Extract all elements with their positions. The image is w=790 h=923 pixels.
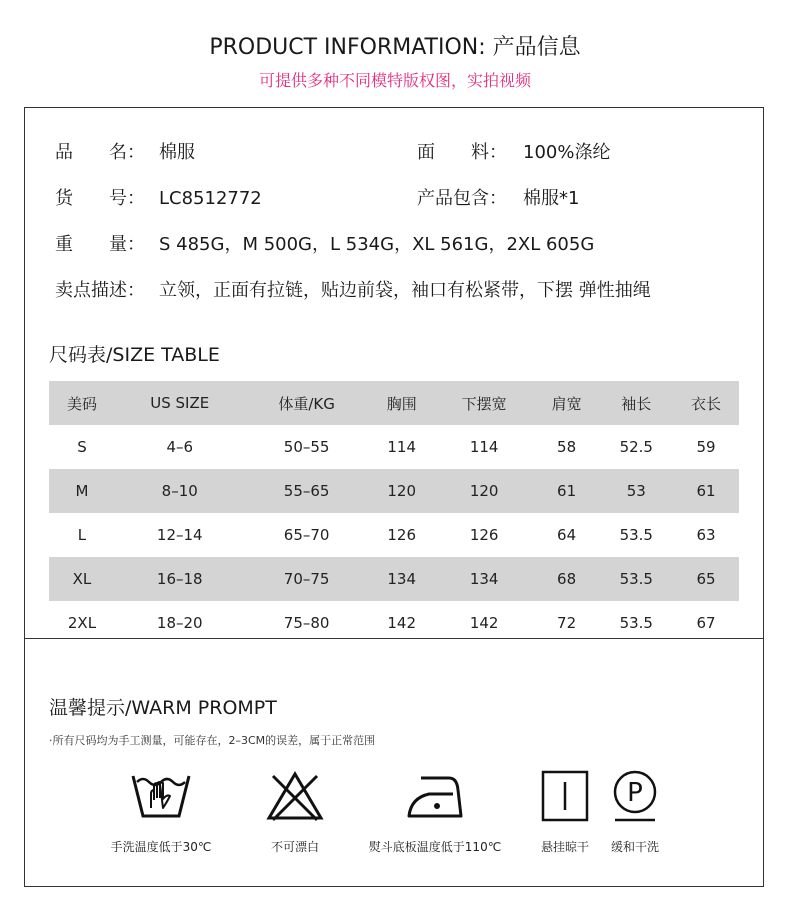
size-table-title: 尺码表/SIZE TABLE	[49, 344, 220, 366]
table-row	[49, 469, 739, 513]
table-cell: 63	[696, 526, 716, 544]
table-header: 胸围	[386, 394, 417, 413]
care-label: 缓和干洗	[610, 840, 659, 854]
no-bleach-icon	[263, 768, 327, 824]
table-header: 袖长	[621, 394, 652, 413]
name-label: 品 名：	[55, 142, 145, 163]
table-cell: 53.5	[619, 614, 653, 632]
table-cell: XL	[72, 570, 92, 588]
measurement-note: ·所有尺码均为手工测量，可能存在，2–3CM的误差，属于正常范围	[49, 734, 376, 747]
table-cell: 67	[696, 614, 716, 632]
iron-icon	[403, 768, 467, 824]
weight-value: S 485G，M 500G，L 534G，XL 561G，2XL 605G	[159, 234, 595, 255]
info-package-row	[417, 184, 579, 210]
table-cell: 120	[387, 482, 417, 500]
name-value: 棉服	[159, 142, 195, 163]
table-cell: 126	[469, 526, 499, 544]
table-row	[49, 557, 739, 601]
info-sku-row	[55, 184, 262, 210]
hand-wash-icon	[129, 768, 193, 824]
fabric-value: 100%涤纶	[523, 142, 611, 163]
info-fabric-row	[417, 138, 610, 164]
table-cell: 75–80	[283, 614, 330, 632]
table-cell: 61	[557, 482, 577, 500]
table-cell: 65–70	[283, 526, 330, 544]
care-iron	[365, 768, 505, 855]
info-frame	[24, 107, 764, 887]
table-cell: 8–10	[161, 482, 198, 500]
table-cell: 59	[696, 438, 716, 456]
table-cell: L	[77, 526, 87, 544]
table-cell: 114	[387, 438, 417, 456]
table-header-row	[49, 381, 739, 425]
table-cell: 114	[469, 438, 499, 456]
info-weight-row	[55, 230, 594, 256]
sku-value: LC8512772	[159, 188, 262, 209]
table-cell: 142	[469, 614, 499, 632]
page-subtitle: 可提供多种不同模特版权图，实拍视频	[258, 71, 531, 90]
table-cell: 72	[557, 614, 577, 632]
table-cell: 126	[387, 526, 417, 544]
table-header: US SIZE	[150, 394, 210, 412]
table-header: 体重/KG	[278, 394, 335, 413]
table-cell: 134	[469, 570, 499, 588]
care-label: 不可漂白	[270, 840, 319, 854]
care-hand-wash	[91, 768, 231, 855]
table-cell: 53	[626, 482, 646, 500]
sku-label: 货 号：	[55, 188, 145, 209]
table-cell: 58	[557, 438, 577, 456]
table-header: 衣长	[690, 394, 721, 413]
table-cell: 53.5	[619, 570, 653, 588]
table-cell: 12–14	[156, 526, 203, 544]
table-cell: 120	[469, 482, 499, 500]
size-table	[49, 381, 739, 645]
table-cell: 65	[696, 570, 716, 588]
table-cell: S	[77, 438, 87, 456]
table-cell: 16–18	[156, 570, 203, 588]
page-title: PRODUCT INFORMATION: 产品信息	[209, 35, 581, 60]
table-cell: 18–20	[156, 614, 203, 632]
table-cell: 53.5	[619, 526, 653, 544]
table-header: 美码	[66, 394, 97, 413]
table-cell: 70–75	[283, 570, 330, 588]
table-cell: 68	[557, 570, 577, 588]
care-dry-clean	[565, 768, 705, 855]
weight-label: 重 量：	[55, 234, 145, 255]
info-desc-row	[55, 276, 651, 302]
table-cell: 4–6	[166, 438, 194, 456]
care-label: 熨斗底板温度低于110℃	[368, 840, 502, 854]
table-cell: 64	[557, 526, 577, 544]
table-row	[49, 513, 739, 557]
care-no-bleach	[225, 768, 365, 855]
table-cell: 55–65	[283, 482, 330, 500]
desc-value: 立领，正面有拉链，贴边前袋，袖口有松紧带，下摆 弹性抽绳	[159, 280, 651, 301]
table-cell: M	[75, 482, 89, 500]
table-cell: 52.5	[619, 438, 653, 456]
table-cell: 50–55	[283, 438, 330, 456]
table-row	[49, 425, 739, 469]
care-label: 悬挂晾干	[540, 840, 589, 854]
table-header: 下摆宽	[461, 394, 507, 413]
section-divider	[25, 638, 763, 639]
fabric-label: 面 料：	[417, 142, 507, 163]
dry-clean-icon	[603, 768, 667, 824]
table-cell: 2XL	[67, 614, 97, 632]
warm-prompt-title: 温馨提示/WARM PROMPT	[49, 697, 277, 719]
package-label: 产品包含：	[417, 188, 507, 209]
table-cell: 142	[387, 614, 417, 632]
dry-clean-symbol: P	[627, 778, 643, 808]
table-cell: 61	[696, 482, 716, 500]
table-cell: 134	[387, 570, 417, 588]
table-header: 肩宽	[551, 394, 582, 413]
desc-label: 卖点描述：	[55, 280, 145, 301]
info-name-row	[55, 138, 195, 164]
package-value: 棉服*1	[523, 188, 580, 209]
care-label: 手洗温度低于30℃	[110, 840, 212, 854]
